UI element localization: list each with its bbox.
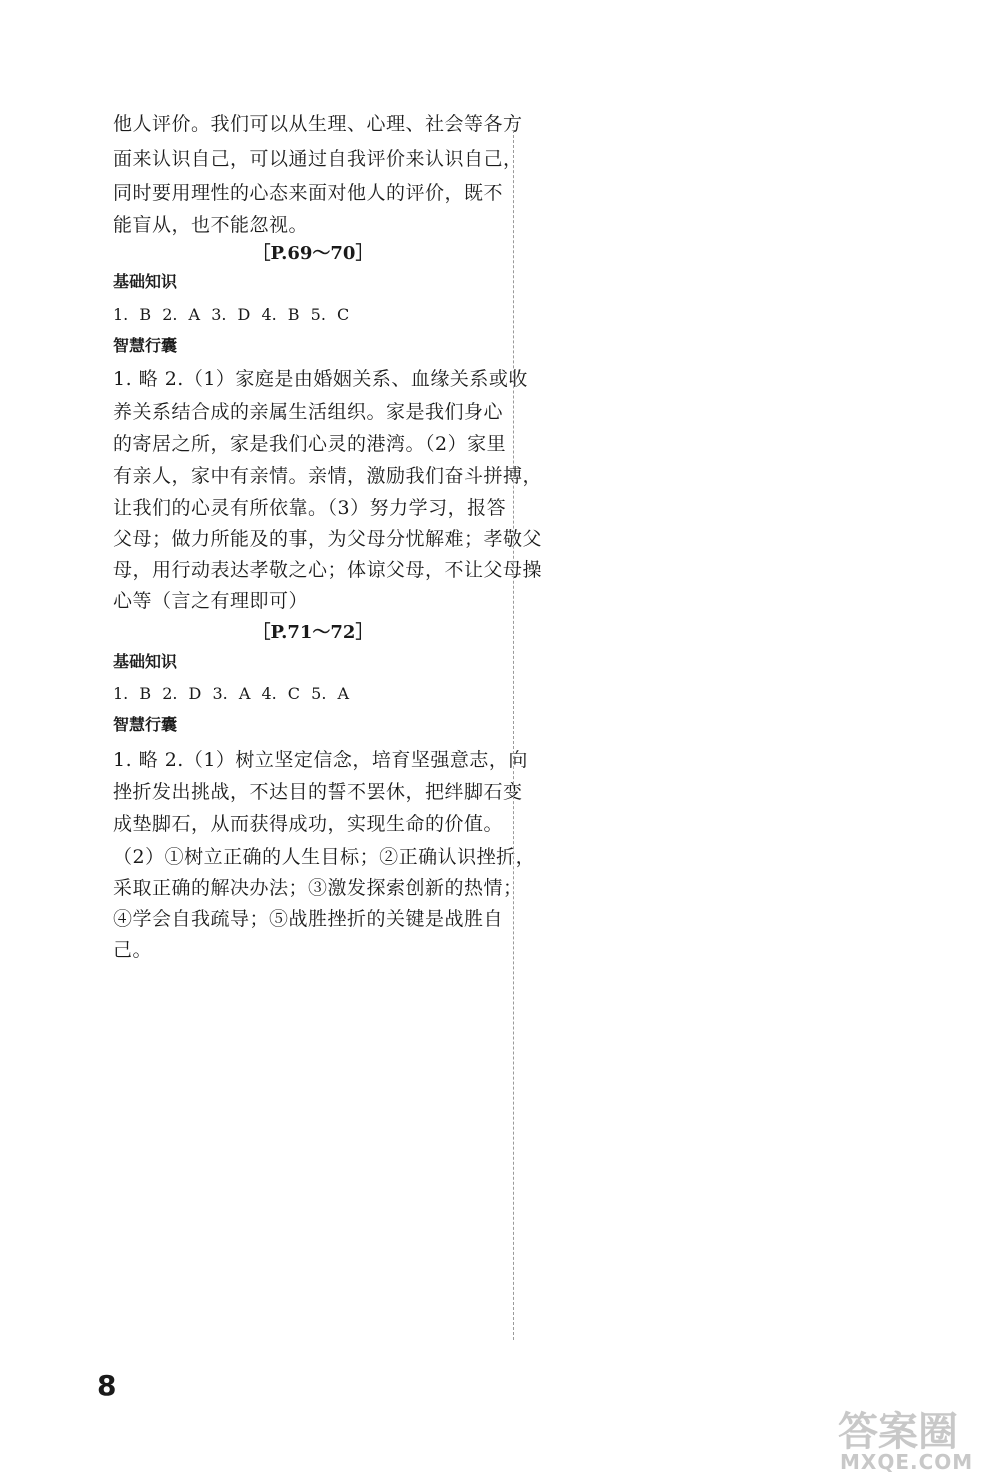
watermark-chars: 答案圈 [838,1409,958,1455]
wisdom-line: 1. 略 2.（1）家庭是由婚姻关系、血缘关系或收 [113,368,528,390]
wisdom-line: 挫折发出挑战，不达目的誓不罢休，把绊脚石变 [113,781,523,803]
wisdom-line: （2）①树立正确的人生目标；②正确认识挫折， [113,846,536,868]
basic-answers: 1. B 2. A 3. D 4. B 5. C [113,305,350,324]
intro-line-3: 同时要用理性的心态来面对他人的评价，既不 [113,182,504,204]
intro-line-2: 面来认识自己，可以通过自我评价来认识自己， [113,148,523,170]
wisdom-line: 养关系结合成的亲属生活组织。家是我们身心 [113,401,504,423]
basic-answers: 1. B 2. D 3. A 4. C 5. A [113,684,350,703]
section-title-p71-72: ［P.71～72］ [252,622,374,643]
wisdom-line: 父母；做力所能及的事，为父母分忧解难；孝敬父 [113,528,543,550]
page-number: 8 [97,1369,117,1402]
section-title-p69-70: ［P.69～70］ [252,243,374,264]
wisdom-line: 的寄居之所，家是我们心灵的港湾。（2）家里 [113,433,507,455]
intro-line-4: 能盲从，也不能忽视。 [113,214,309,236]
wisdom-line: 心等（言之有理即可） [113,590,309,612]
wisdom-line: 己。 [113,939,153,961]
intro-line-1: 他人评价。我们可以从生理、心理、社会等各方 [113,113,523,135]
watermark-logo [836,1405,994,1473]
wisdom-line: 有亲人，家中有亲情。亲情，激励我们奋斗拼搏， [113,465,543,487]
watermark-url: MXQE.COM [840,1450,974,1473]
wisdom-line: 让我们的心灵有所依靠。（3）努力学习，报答 [113,497,507,519]
wisdom-heading: 智慧行囊 [113,715,178,734]
wisdom-line: ④学会自我疏导；⑤战胜挫折的关键是战胜自 [113,908,504,930]
column-divider [513,125,514,1340]
wisdom-line: 1. 略 2.（1）树立坚定信念，培育坚强意志，向 [113,749,528,771]
basic-knowledge-heading: 基础知识 [113,652,178,671]
wisdom-line: 成垫脚石，从而获得成功，实现生命的价值。 [113,813,504,835]
basic-knowledge-heading: 基础知识 [113,272,178,291]
wisdom-line: 采取正确的解决办法；③激发探索创新的热情； [113,877,523,899]
wisdom-line: 母，用行动表达孝敬之心；体谅父母，不让父母操 [113,559,543,581]
wisdom-heading: 智慧行囊 [113,336,178,355]
